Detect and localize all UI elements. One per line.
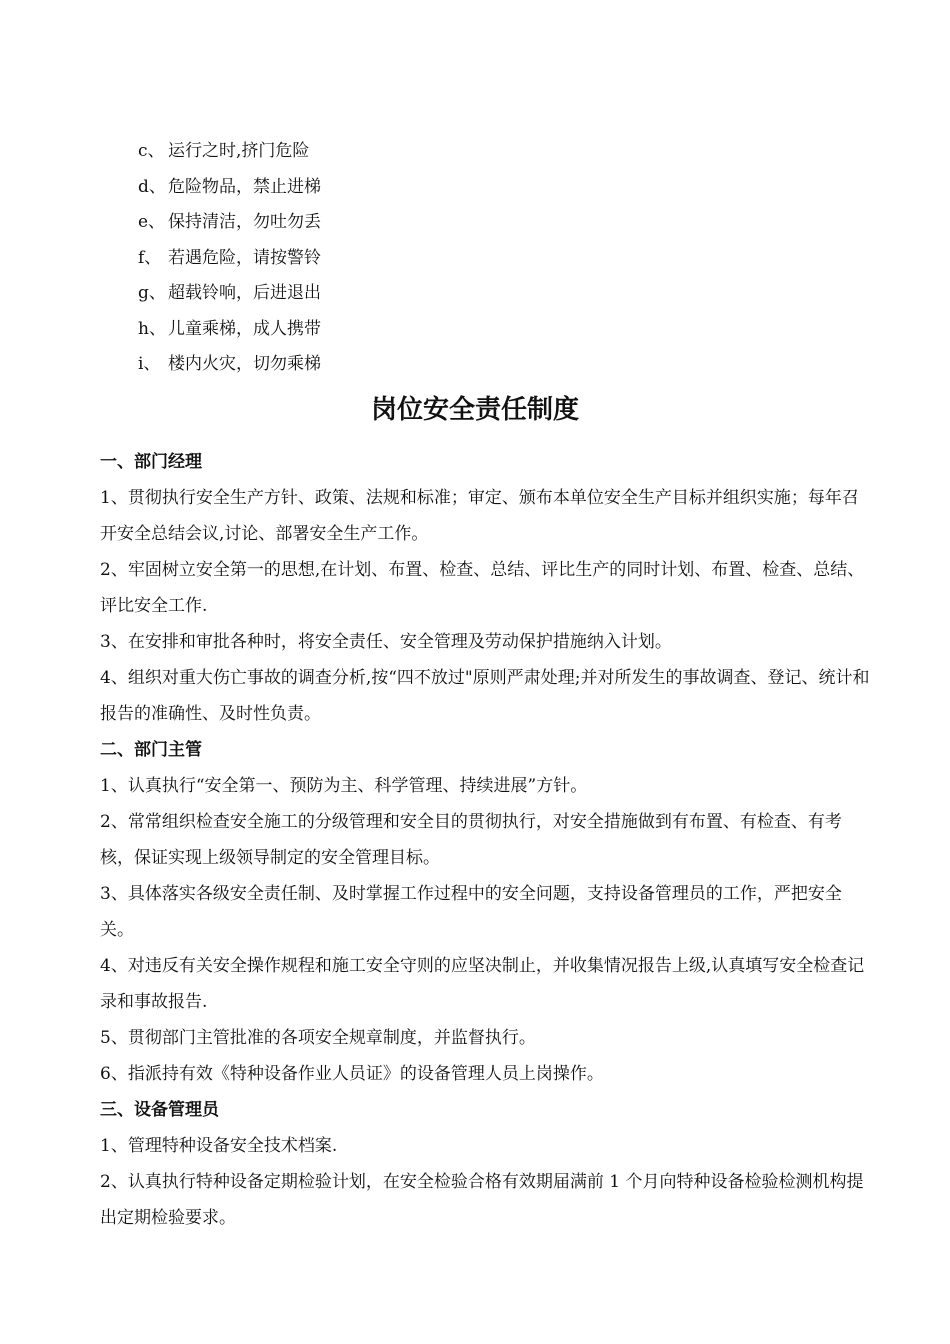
paragraph: 4、组织对重大伤亡事故的调查分析,按“四不放过"原则严肃处理;并对所发生的事故调查、登记、统计和报告的准确性、及时性负责。 — [100, 668, 870, 724]
list-item — [138, 134, 321, 170]
document-title: 岗位安全责任制度 — [370, 395, 579, 425]
list-item — [138, 347, 321, 383]
list-item-text: 楼内火灾，切勿乘梯 — [168, 354, 321, 374]
paragraph: 3、具体落实各级安全责任制、及时掌握工作过程中的安全问题，支持设备管理员的工作，严把安全关。 — [100, 884, 842, 940]
paragraph: 4、对违反有关安全操作规程和施工安全守则的应坚决制止，并收集情况报告上级,认真填写安全检查记录和事故报告. — [100, 956, 865, 1012]
list-marker: e、 — [138, 212, 166, 232]
paragraph: 1、贯彻执行安全生产方针、政策、法规和标准；审定、颁布本单位安全生产目标并组织实施；每年召开安全总结会议,讨论、部署安全生产工作。 — [100, 488, 859, 544]
list-item — [138, 205, 321, 241]
list-item-text: 危险物品，禁止进梯 — [168, 176, 321, 197]
document-body — [100, 444, 870, 1236]
list-item — [138, 170, 321, 206]
list-marker: c、 — [138, 141, 165, 161]
list-marker: g、 — [138, 283, 166, 303]
paragraph: 2、常常组织检查安全施工的分级管理和安全目的贯彻执行，对安全措施做到有布置、有检查、有考核，保证实现上级领导制定的安全管理目标。 — [100, 812, 842, 868]
list-item — [138, 276, 321, 312]
paragraph: 2、认真执行特种设备定期检验计划，在安全检验合格有效期届满前 1 个月向特种设备检验检测机构提出定期检验要求。 — [100, 1172, 864, 1228]
list-item-text: 若遇危险，请按警铃 — [168, 247, 321, 268]
list-item — [138, 241, 321, 277]
list-item-text: 儿童乘梯，成人携带 — [168, 318, 321, 339]
list-marker: i、 — [138, 354, 161, 374]
list-item — [138, 312, 321, 348]
elevator-rules-list — [138, 134, 321, 383]
list-item-text: 保持清洁，勿吐勿丢 — [168, 212, 321, 232]
paragraph: 1、认真执行“安全第一、预防为主、科学管理、持续进展”方针。 — [100, 776, 588, 796]
paragraph: 1、管理特种设备安全技术档案. — [100, 1136, 338, 1156]
section-heading: 一、部门经理 — [100, 452, 202, 472]
paragraph: 6、指派持有效《特种设备作业人员证》的设备管理人员上岗操作。 — [100, 1064, 604, 1084]
list-marker: h、 — [138, 318, 166, 339]
list-marker: d、 — [138, 176, 166, 197]
list-item-text: 运行之时,挤门危险 — [168, 141, 310, 161]
list-marker: f、 — [138, 247, 162, 268]
paragraph: 3、在安排和审批各种时，将安全责任、安全管理及劳动保护措施纳入计划。 — [100, 632, 672, 652]
section-heading: 三、设备管理员 — [100, 1100, 219, 1120]
list-item-text: 超载铃响，后进退出 — [168, 283, 321, 303]
paragraph: 2、牢固树立安全第一的思想,在计划、布置、检查、总结、评比生产的同时计划、布置、检查、总结、评比安全工作. — [100, 560, 865, 616]
section-heading: 二、部门主管 — [100, 740, 202, 760]
paragraph: 5、贯彻部门主管批准的各项安全规章制度，并监督执行。 — [100, 1028, 536, 1048]
